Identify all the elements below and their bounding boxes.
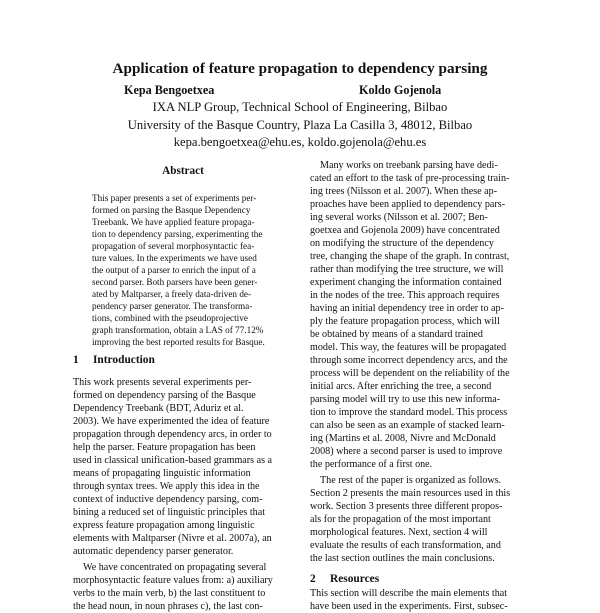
author-emails: kepa.bengoetxea@ehu.es, koldo.gojenola@ehu.es [173, 135, 427, 149]
abstract-line: tion to dependency parsing, experimenting the [92, 229, 263, 239]
body-line: parsing model will try to use this new informa- [310, 394, 501, 405]
body-line: ply the feature propagation process, which will [310, 316, 500, 327]
body-line: process will be dependent on the reliability of the [310, 368, 510, 379]
body-line: We have concentrated on propagating several [83, 562, 267, 573]
body-line: 2008) where a second parser is used to improve [310, 446, 503, 457]
section-number: 1 [73, 354, 79, 366]
section-heading-resources [310, 572, 379, 586]
body-line: This work presents several experiments per- [73, 377, 252, 388]
body-line: model. This way, the features will be propagated [310, 342, 507, 353]
body-line: ing trees (Nilsson et al. 2007). When these ap- [310, 186, 498, 197]
body-line: in the nodes of the tree. This approach requires [310, 290, 500, 301]
abstract-heading: Abstract [162, 165, 204, 177]
body-line: bining a reduced set of linguistic principles that [73, 507, 266, 518]
body-line: be obtained by means of a standard trained [310, 329, 483, 340]
body-line: goetxea and Gojenola 2009) have concentrated [310, 225, 500, 236]
body-line: help the parser. Feature propagation has been [73, 442, 256, 453]
author-1: Kepa Bengoetxea [124, 83, 215, 97]
body-line: experiment changing the information contained [310, 277, 502, 288]
body-line: morphological features. Next, section 4 will [310, 527, 488, 538]
body-line: used in classical unification-based grammars as a [73, 455, 273, 466]
abstract-line: Treebank. We have applied feature propaga- [92, 217, 255, 227]
abstract-line: graph transformation, obtain a LAS of 77.12% [92, 325, 264, 335]
abstract-line: propagation of several morphosyntactic fea- [92, 241, 255, 251]
abstract-line: ture values. In the experiments we have used [92, 253, 257, 263]
section-title: Resources [330, 573, 380, 585]
body-line: rather than modifying the tree structure, we will [310, 264, 504, 275]
section-heading-introduction [73, 353, 155, 367]
body-line: ing (Martins et al. 2008, Nivre and McDonald [310, 433, 496, 444]
author-2: Koldo Gojenola [359, 83, 442, 97]
section-number: 2 [310, 573, 316, 585]
body-line: can also be seen as an example of stacked learn- [310, 420, 505, 431]
abstract-line: ated by Maltparser, a freely data-driven de- [92, 289, 252, 299]
body-line: 2003). We have experimented the idea of feature [73, 416, 270, 427]
body-line: Section 2 presents the main resources used in this [310, 488, 511, 499]
body-line: Many works on treebank parsing have dedi- [320, 160, 498, 171]
body-line: ing several works (Nilsson et al. 2007; Ben- [310, 212, 488, 223]
body-line: The rest of the paper is organized as follows. [320, 475, 502, 486]
body-line: work. Section 3 presents three different propos- [310, 501, 503, 512]
body-line: having an initial dependency tree in order to ap- [310, 303, 504, 314]
body-line: tion to improve the standard model. This process [310, 407, 508, 418]
body-line: This section will describe the main elements that [310, 588, 508, 599]
body-line: evaluate the results of each transformation, and [310, 540, 501, 551]
body-line: through syntax trees. We apply this idea in the [73, 481, 260, 492]
abstract-line: second parser. Both parsers have been gener- [92, 277, 258, 287]
body-line: morphosyntactic feature values from: a) auxiliary [73, 575, 273, 586]
body-line: the last section outlines the main conclusions. [310, 553, 495, 564]
body-line: the head noun, in noun phrases c), the last con- [73, 601, 263, 612]
body-line: express feature propagation among linguistic [73, 520, 255, 531]
body-line: the performance of a first one. [310, 459, 433, 470]
body-line: cated an effort to the task of pre-processing train- [310, 173, 510, 184]
body-line: formed on dependency parsing of the Basque [73, 390, 256, 401]
body-line: have been used in the experiments. First, subsec- [310, 601, 508, 612]
body-line: automatic dependency parser generator. [73, 546, 234, 557]
body-line: means of propagating linguistic information [73, 468, 251, 479]
abstract-line: tions, combined with the pseudoprojective [92, 313, 248, 323]
affiliation-line: IXA NLP Group, Technical School of Engineering, Bilbao [152, 100, 448, 114]
body-line: on modifying the structure of the dependency [310, 238, 494, 249]
body-line: elements with Maltparser (Nivre et al. 2007a), an [73, 533, 272, 544]
paper-title: Application of feature propagation to dependency parsing [112, 60, 488, 77]
body-line: context of inductive dependency parsing, com- [73, 494, 263, 505]
abstract-line: improving the best reported results for Basque. [92, 337, 265, 347]
body-line: proaches have been applied to dependency pars- [310, 199, 506, 210]
body-line: Dependency Treebank (BDT, Aduriz et al. [73, 403, 244, 414]
abstract-line: the output of a parser to enrich the input of a [92, 265, 256, 275]
body-line: verbs to the main verb, b) the last constituent to [73, 588, 266, 599]
body-line: propagation through dependency arcs, in order to [73, 429, 272, 440]
abstract-line: formed on parsing the Basque Dependency [92, 205, 251, 215]
abstract-line: pendency parser generator. The transforma- [92, 301, 253, 311]
body-line: als for the propagation of the most important [310, 514, 491, 525]
affiliation-line: University of the Basque Country, Plaza La Casilla 3, 48012, Bilbao [127, 118, 473, 132]
section-title: Introduction [93, 354, 155, 366]
body-line: initial arcs. After enriching the tree, a second [310, 381, 492, 392]
body-line: through some incorrect dependency arcs, and the [310, 355, 508, 366]
abstract-line: This paper presents a set of experiments per- [92, 193, 257, 203]
body-line: tree, changing the shape of the graph. In contrast, [310, 251, 510, 262]
